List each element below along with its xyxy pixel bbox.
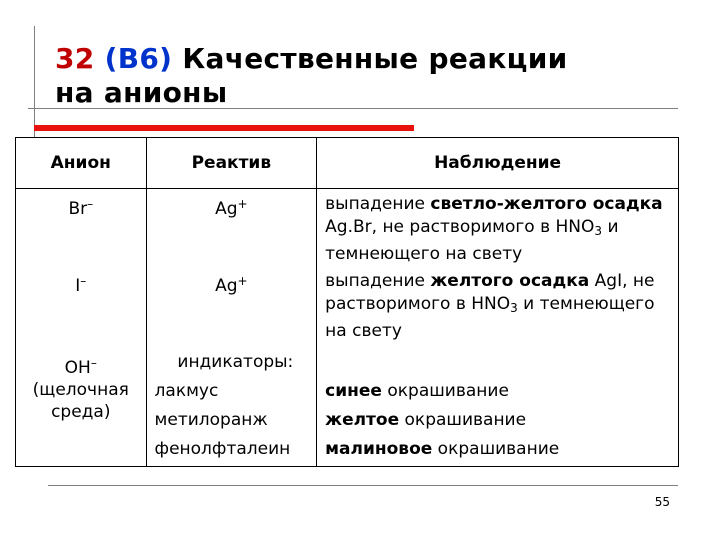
anion-cell bbox=[16, 344, 147, 466]
list-item bbox=[325, 435, 678, 464]
reagent-charge: + bbox=[237, 197, 248, 211]
observation-cell bbox=[317, 344, 679, 466]
obs-part1: выпадение bbox=[325, 194, 431, 214]
table-row bbox=[16, 189, 679, 267]
obs-part2: Ag.Br, не растворимого в HNO bbox=[325, 217, 595, 237]
anion-charge: – bbox=[90, 356, 97, 370]
anion-note-line1: (щелочная bbox=[32, 380, 129, 400]
slide-title bbox=[55, 42, 568, 110]
obs-bold: синее bbox=[325, 381, 382, 401]
obs-bold: светло-желтого осадка bbox=[430, 194, 663, 214]
list-item bbox=[325, 377, 678, 406]
table-row bbox=[16, 344, 679, 466]
anion-cell bbox=[16, 266, 147, 344]
list-item: фенолфталеин bbox=[154, 439, 291, 459]
anion-note-line2: среда) bbox=[51, 402, 111, 422]
list-item bbox=[325, 406, 678, 435]
header-reagent: Реактив bbox=[146, 138, 317, 189]
page-number: 55 bbox=[654, 495, 670, 509]
reagent-base: Ag bbox=[215, 199, 238, 219]
header-observation: Наблюдение bbox=[317, 138, 679, 189]
observation-cell bbox=[317, 266, 679, 344]
reagent-base: Ag bbox=[215, 276, 238, 296]
title-number: 32 bbox=[55, 42, 95, 75]
decorative-vertical-line bbox=[34, 26, 35, 138]
anion-base: Br bbox=[68, 199, 88, 219]
anion-base: OH bbox=[64, 358, 91, 378]
reagent-cell bbox=[146, 266, 317, 344]
reagent-cell bbox=[146, 189, 317, 267]
obs-subscript: 3 bbox=[594, 224, 603, 238]
anion-charge: – bbox=[87, 197, 94, 211]
obs-part3: и темнеющего на свету bbox=[325, 294, 655, 341]
title-code: (B6) bbox=[104, 42, 173, 75]
obs-rest: окрашивание bbox=[381, 381, 509, 401]
obs-part1: выпадение bbox=[325, 271, 431, 291]
anion-charge: – bbox=[80, 274, 87, 288]
reactions-table bbox=[15, 137, 679, 467]
obs-subscript: 3 bbox=[510, 301, 518, 315]
list-item: лакмус bbox=[154, 381, 219, 401]
obs-part3: и темнеющего на свету bbox=[325, 217, 619, 264]
obs-rest: окрашивание bbox=[399, 410, 527, 430]
anion-cell bbox=[16, 189, 147, 267]
obs-bold: малиновое bbox=[325, 439, 433, 459]
reagent-header: индикаторы: bbox=[177, 352, 294, 372]
obs-bold: желтого осадка bbox=[430, 271, 590, 291]
obs-rest: окрашивание bbox=[432, 439, 560, 459]
title-accent-bar bbox=[34, 125, 414, 131]
reagent-charge: + bbox=[237, 274, 248, 288]
table-header-row bbox=[16, 138, 679, 189]
observation-cell bbox=[317, 189, 679, 267]
list-item: метилоранж bbox=[154, 410, 268, 430]
title-text-line1: Качественные реакции bbox=[182, 42, 568, 75]
anion-base: I bbox=[75, 276, 81, 296]
obs-bold: желтое bbox=[325, 410, 400, 430]
footer-divider bbox=[48, 485, 678, 486]
obs-part2: AgI, не растворимого в HNO bbox=[325, 271, 655, 314]
reagent-cell bbox=[146, 344, 317, 466]
header-anion: Анион bbox=[16, 138, 147, 189]
title-text-line2: на анионы bbox=[55, 76, 228, 109]
table-row bbox=[16, 266, 679, 344]
